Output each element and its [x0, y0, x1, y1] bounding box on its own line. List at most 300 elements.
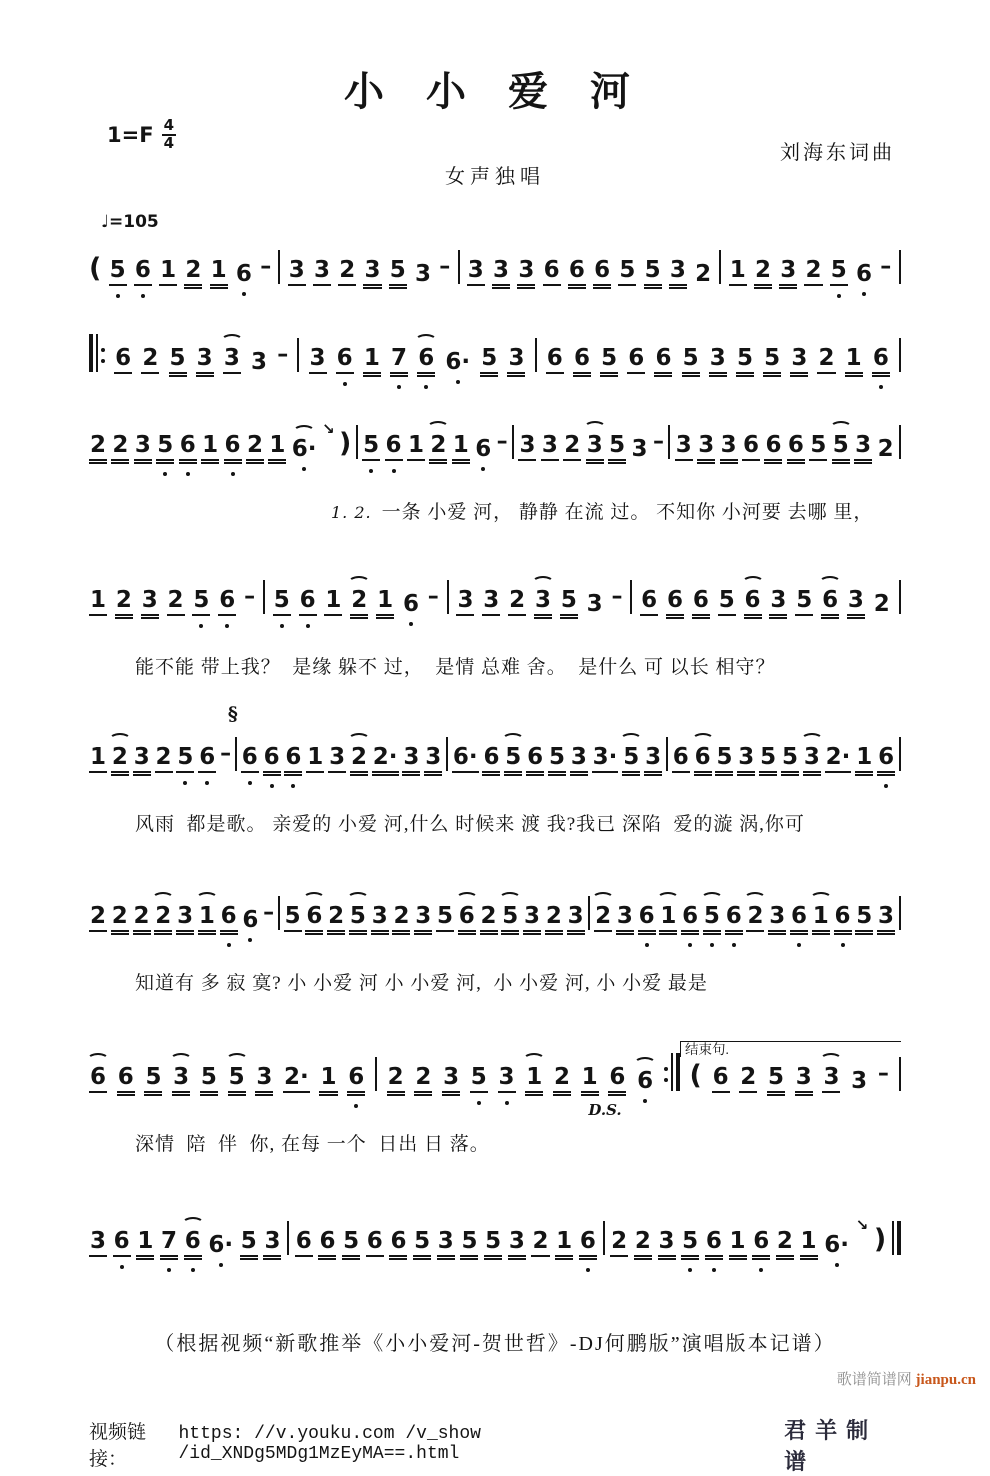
note-digit: 6: [318, 1230, 336, 1257]
note-digit: 5: [470, 1066, 488, 1093]
note: [526, 746, 544, 773]
note-digit: 2: [739, 1066, 757, 1093]
note-digit: 1: [159, 259, 177, 286]
tempo-marking: ♩=105: [101, 212, 159, 232]
note: [508, 1230, 526, 1257]
note: [682, 347, 700, 374]
slide-hook-icon: ↘: [855, 1216, 869, 1234]
slur-arc: [87, 1053, 109, 1066]
notation-row: [89, 404, 901, 475]
note-digit: 5: [176, 746, 194, 773]
note: [179, 434, 197, 461]
segno-icon: §: [227, 703, 238, 725]
note: [192, 589, 210, 616]
note-digit: 6: [593, 259, 611, 286]
note-digit: 3: [134, 434, 152, 461]
note-digit: 6: [672, 746, 690, 773]
note-digit: 6: [402, 591, 419, 617]
note-digit: 3: [363, 259, 381, 286]
note-digit: 5: [681, 1230, 699, 1257]
note-digit: 6: [692, 589, 710, 616]
notation-symbol: [671, 1053, 673, 1091]
note: [781, 746, 799, 773]
low-octave-dot: [688, 943, 692, 947]
barline: [630, 580, 632, 614]
note-digit: 3: [507, 347, 525, 374]
note-digit: 6: [458, 905, 476, 932]
low-octave-dot: [884, 784, 888, 788]
note-digit: 6: [627, 347, 645, 374]
barline: [899, 896, 901, 930]
note-digit: 2: [184, 259, 202, 286]
note: [548, 746, 566, 773]
note-digit: 2: [141, 347, 159, 374]
low-octave-dot: [688, 1268, 692, 1272]
note: [608, 434, 626, 461]
low-octave-dot: [219, 1263, 223, 1267]
barline: [668, 425, 670, 459]
note-digit: 5: [832, 434, 850, 461]
note: [484, 1230, 502, 1257]
note-digit: 3: [737, 746, 755, 773]
note: [555, 1230, 573, 1257]
note-digit: 6·: [445, 349, 471, 375]
note: [414, 905, 432, 932]
note-digit: 1: [319, 1066, 337, 1093]
low-octave-dot: [186, 472, 190, 476]
barline: [447, 580, 449, 614]
note-digit: 6: [224, 434, 242, 461]
note-digit: 6: [744, 589, 762, 616]
note: [592, 746, 619, 773]
note-digit: 3: [482, 589, 500, 616]
note-digit: 5: [389, 259, 407, 286]
note-digit: 3: [456, 589, 474, 616]
note: [283, 1066, 310, 1093]
note: [111, 434, 129, 461]
note: [89, 746, 107, 773]
note: [133, 746, 151, 773]
note: [437, 1230, 455, 1257]
note: [196, 347, 214, 374]
ending-phrase-label: 结束句.: [680, 1041, 901, 1057]
note-digit: 3: [176, 905, 194, 932]
low-octave-dot: [231, 472, 235, 476]
note: [470, 1066, 488, 1093]
repeat-dots: [101, 338, 105, 372]
note-digit: 3: [779, 259, 797, 286]
barline: [535, 338, 537, 372]
note-digit: 2: [695, 261, 712, 287]
note: [176, 746, 194, 773]
note-digit: 5: [548, 746, 566, 773]
note-digit: 6: [336, 347, 354, 374]
note: [821, 589, 839, 616]
low-octave-dot: [141, 294, 145, 298]
note: [631, 438, 649, 461]
note-digit: 6: [712, 1066, 730, 1093]
note-digit: 5: [718, 589, 736, 616]
notation-symbol: [664, 1067, 668, 1071]
video-link-row: [89, 1414, 901, 1476]
low-octave-dot: [116, 294, 120, 298]
note-digit: 5: [703, 905, 721, 932]
note: [525, 1066, 543, 1093]
low-octave-dot: [481, 467, 485, 471]
note-digit: 1: [89, 746, 107, 773]
note: [790, 347, 808, 374]
note-digit: 3: [567, 905, 585, 932]
note: [263, 746, 281, 773]
low-octave-dot: [248, 781, 252, 785]
note-digit: 3: [288, 259, 306, 286]
low-octave-dot: [879, 385, 883, 389]
note: [167, 589, 185, 616]
note: [725, 905, 743, 932]
note: [184, 259, 202, 286]
note: [201, 434, 219, 461]
note: [328, 746, 346, 773]
note: [768, 905, 786, 932]
note: [176, 905, 194, 932]
note-digit: 5: [480, 347, 498, 374]
low-octave-dot: [183, 781, 187, 785]
note-digit: 6: [284, 746, 302, 773]
duration-dash: –: [877, 1061, 889, 1086]
note-digit: 2: [387, 1066, 405, 1093]
note: [854, 434, 872, 461]
note: [306, 746, 324, 773]
low-octave-dot: [409, 622, 413, 626]
note: [776, 1230, 794, 1257]
notation-row: [89, 316, 901, 388]
note-digit: 6: [220, 905, 238, 932]
site-watermark-url[interactable]: jianpu.cn: [915, 1372, 976, 1388]
note: [563, 434, 581, 461]
note: [284, 746, 302, 773]
note: [541, 434, 559, 461]
note: [567, 905, 585, 932]
note: [160, 1230, 178, 1257]
note-digit: 1: [363, 347, 381, 374]
note-digit: 3: [313, 259, 331, 286]
low-octave-dot: [369, 469, 373, 473]
note: [228, 1066, 246, 1093]
slide-hook-icon: ↘: [321, 420, 335, 438]
note: [89, 434, 107, 461]
note: [518, 434, 536, 461]
slur-arc: [592, 892, 614, 905]
note-digit: 3: [631, 436, 648, 462]
score-header: [89, 0, 901, 198]
notation-row: [89, 878, 901, 946]
note-digit: 5: [608, 434, 626, 461]
duration-dash: –: [439, 254, 451, 279]
note-digit: 6: [114, 347, 132, 374]
note-digit: 5: [460, 1230, 478, 1257]
note-digit: 1: [729, 259, 747, 286]
verse-numbers: 1. 2.: [331, 503, 372, 522]
note: [593, 259, 611, 286]
duration-dash: –: [496, 429, 508, 454]
note-digit: 6: [640, 589, 658, 616]
note: [155, 746, 173, 773]
note-digit: 1: [306, 746, 324, 773]
note: [349, 905, 367, 932]
note: [313, 259, 331, 286]
note-digit: 3: [437, 1230, 455, 1257]
lyrics-row: [89, 946, 901, 1023]
note-digit: 2: [115, 589, 133, 616]
note-digit: 5: [622, 746, 640, 773]
note: [694, 263, 712, 286]
note-digit: 6: [385, 434, 403, 461]
note: [460, 1230, 478, 1257]
note-digit: 1: [376, 589, 394, 616]
note: [390, 347, 408, 374]
music-system-7: [89, 1035, 901, 1184]
note: [338, 259, 356, 286]
lyrics-text: 知道有 多 寂 寞? 小 小爱 河 小 小爱 河, 小 小爱 河, 小 小爱 最是: [135, 973, 708, 994]
note: [560, 589, 578, 616]
note-digit: 2: [746, 905, 764, 932]
note-digit: 2: [563, 434, 581, 461]
duration-dash: –: [244, 584, 256, 609]
phrase-paren: ): [873, 1224, 887, 1255]
note: [553, 1066, 571, 1093]
note-digit: 6: [546, 347, 564, 374]
note-digit: 6·: [208, 1232, 234, 1258]
note: [847, 589, 865, 616]
note-digit: 5: [781, 746, 799, 773]
note: [134, 259, 152, 286]
note-digit: 6: [305, 905, 323, 932]
note: [89, 905, 107, 932]
note-digit: 3: [877, 905, 895, 932]
note-digit: 3: [89, 1230, 107, 1257]
note: [407, 434, 425, 461]
note: [284, 905, 302, 932]
note-digit: 2: [545, 905, 563, 932]
note-digit: 1: [452, 434, 470, 461]
composer-credit: 刘海东词曲: [780, 142, 895, 164]
performance-type: 女声独唱: [445, 166, 545, 188]
note-digit: 6: [877, 746, 895, 773]
note: [309, 347, 327, 374]
note-digit: 3: [328, 746, 346, 773]
note-digit: 1: [855, 746, 873, 773]
note: [568, 259, 586, 286]
note-digit: 3: [517, 259, 535, 286]
slur-arc: [744, 892, 766, 905]
note: [594, 905, 612, 932]
note: [89, 589, 107, 616]
note: [618, 259, 636, 286]
note: [729, 259, 747, 286]
barline: [278, 250, 280, 284]
note: [697, 434, 715, 461]
note: [299, 589, 317, 616]
note-digit: 2: [246, 434, 264, 461]
barline: [899, 580, 901, 614]
note-digit: 1: [198, 905, 216, 932]
note: [739, 1066, 757, 1093]
note-digit: 3: [371, 905, 389, 932]
note-digit: 5: [228, 1066, 246, 1093]
note: [456, 589, 474, 616]
barline: [446, 737, 448, 771]
note-digit: 6: [821, 589, 839, 616]
note-digit: 3: [402, 746, 420, 773]
note-digit: 1: [812, 905, 830, 932]
low-octave-dot: [759, 1268, 763, 1272]
phrase-paren: ): [338, 428, 352, 459]
note: [350, 589, 368, 616]
note: [767, 1066, 785, 1093]
video-link-label: 视频链接：: [89, 1422, 147, 1470]
low-octave-dot: [835, 1263, 839, 1267]
note-digit: 6: [681, 905, 699, 932]
site-watermark-name: 歌谱简谱网: [836, 1372, 916, 1388]
note-digit: 6·: [824, 1232, 849, 1258]
note: [752, 1230, 770, 1257]
note-digit: 5: [809, 434, 827, 461]
note-digit: 2·: [372, 746, 399, 773]
note: [737, 746, 755, 773]
note: [573, 347, 591, 374]
note: [675, 434, 693, 461]
note-digit: 5: [413, 1230, 431, 1257]
note: [622, 746, 640, 773]
note-digit: 5: [830, 259, 848, 286]
note-digit: 3: [697, 434, 715, 461]
note-digit: 3: [442, 1066, 460, 1093]
note-digit: 6: [482, 746, 500, 773]
notation-symbol: [101, 359, 105, 363]
low-octave-dot: [248, 938, 252, 942]
note: [305, 905, 323, 932]
note-digit: 5: [342, 1230, 360, 1257]
note: [159, 259, 177, 286]
low-octave-dot: [280, 624, 284, 628]
note: [414, 263, 432, 286]
notation-symbol: [676, 1053, 680, 1091]
note-digit: 2: [480, 905, 498, 932]
note: [795, 589, 813, 616]
note-digit: 3: [675, 434, 693, 461]
note-digit: 2: [873, 591, 890, 617]
note: [790, 905, 808, 932]
note-digit: 2: [553, 1066, 571, 1093]
note-digit: 6: [834, 905, 852, 932]
lyrics-text: 一条 小爱 河， 静静 在流 过。 不知你 小河要 去哪 里，: [381, 502, 874, 523]
note: [363, 259, 381, 286]
duration-dash: –: [880, 254, 892, 279]
note: [144, 1066, 162, 1093]
note: [709, 347, 727, 374]
note: [508, 589, 526, 616]
note: [586, 593, 604, 616]
note-digit: 3: [534, 589, 552, 616]
note-digit: 1: [525, 1066, 543, 1093]
note-digit: 1: [800, 1230, 818, 1257]
phrase-paren: (: [89, 253, 102, 284]
note: [759, 746, 777, 773]
note: [654, 347, 672, 374]
note-digit: 5: [560, 589, 578, 616]
low-octave-dot: [191, 1268, 195, 1272]
duration-dash: –: [277, 342, 289, 367]
note-digit: 3: [644, 746, 662, 773]
note: [830, 259, 848, 286]
barline: [899, 250, 901, 284]
note: [507, 347, 525, 374]
note-digit: 3: [508, 1230, 526, 1257]
note: [809, 434, 827, 461]
note: [715, 746, 733, 773]
note: [877, 746, 895, 773]
key-signature: 1=F: [107, 122, 154, 147]
note-digit: 6·: [452, 746, 479, 773]
note: [342, 1230, 360, 1257]
site-watermark: [837, 1368, 976, 1389]
note: [873, 593, 891, 616]
note: [608, 1066, 626, 1093]
note: [850, 1070, 868, 1093]
video-link-url[interactable]: https: //v.youku.com /v_show /id_XNDg5MDg1MzEyMA==.html: [178, 1424, 481, 1464]
note: [156, 434, 174, 461]
low-octave-dot: [505, 1101, 509, 1105]
note: [389, 1230, 407, 1257]
note-digit: 5: [618, 259, 636, 286]
note: [220, 905, 238, 932]
time-denominator: 4: [163, 133, 174, 152]
note: [291, 438, 318, 461]
note: [113, 1230, 131, 1257]
note: [392, 905, 410, 932]
note-digit: 2: [817, 347, 835, 374]
note-digit: 3: [133, 746, 151, 773]
note: [117, 1066, 135, 1093]
note-digit: 3: [523, 905, 541, 932]
note: [803, 746, 821, 773]
note-digit: 2: [111, 905, 129, 932]
note-digit: 3: [518, 434, 536, 461]
note-digit: 3: [424, 746, 442, 773]
note-digit: 2: [350, 589, 368, 616]
lyrics-text: 风雨 都是歌。 亲爱的 小爱 河,什么 时候来 渡 我?我已 深陷 爱的漩 涡,你可: [135, 814, 805, 835]
note-digit: 6: [579, 1230, 597, 1257]
barline: [287, 1221, 289, 1255]
notation-symbol: [897, 1221, 901, 1255]
low-octave-dot: [163, 472, 167, 476]
note-digit: 2: [111, 434, 129, 461]
note-digit: 2: [111, 746, 129, 773]
note: [371, 905, 389, 932]
note: [872, 347, 890, 374]
note-digit: 1: [210, 259, 228, 286]
note: [240, 1230, 258, 1257]
note: [452, 434, 470, 461]
note: [742, 434, 760, 461]
note-digit: 3: [414, 905, 432, 932]
barline: [603, 1221, 605, 1255]
note-digit: 3: [467, 259, 485, 286]
note-digit: 5: [644, 259, 662, 286]
note-digit: 1: [581, 1066, 599, 1093]
note: [703, 905, 721, 932]
note-digit: 6: [872, 347, 890, 374]
